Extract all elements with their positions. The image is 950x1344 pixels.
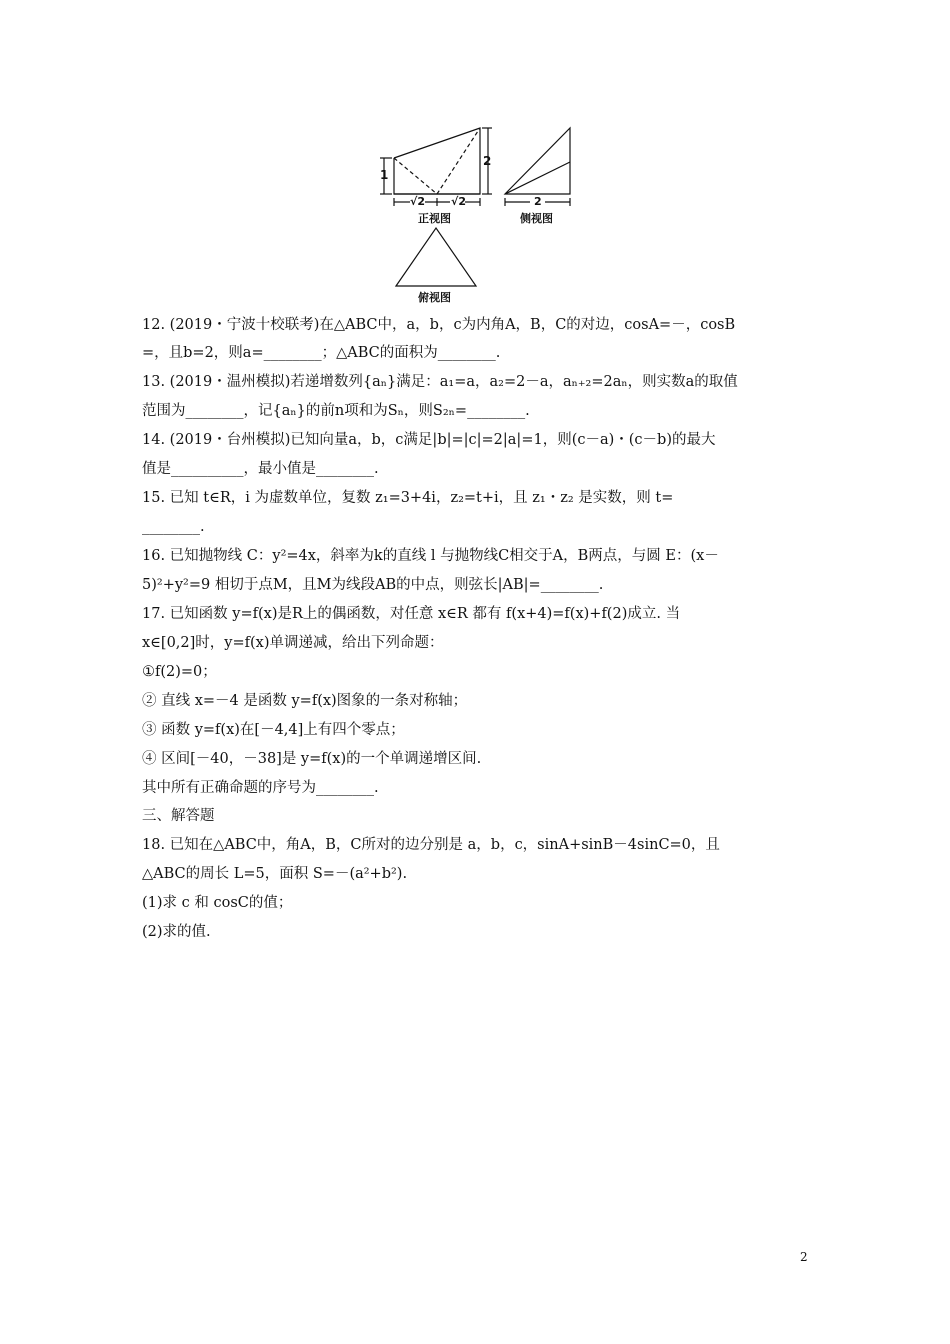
dim-label-sqrt2-right: √2: [451, 195, 466, 208]
dim-label-side-2: 2: [534, 195, 542, 208]
front-view-hidden-edge-right: [437, 128, 480, 194]
q18-part-2: (2)求的值.: [142, 924, 211, 940]
q17-line-2: x∈[0,2]时，y=f(x)单调递减，给出下列命题：: [142, 635, 444, 651]
side-view-label: 侧视图: [520, 212, 553, 225]
q15-line-2: ________.: [142, 519, 205, 535]
q14-line-2: 值是__________，最小值是________.: [142, 461, 379, 477]
three-view-drawing: [370, 118, 590, 308]
dim-label-sqrt2-left: √2: [410, 195, 425, 208]
q18-line-1: 18. 已知在△ABC中，角A，B，C所对的边分别是 a，b，c，sinA+sinB－4sinC=0，且: [142, 837, 720, 853]
page-number: 2: [800, 1250, 808, 1264]
section-heading: 三、解答题: [142, 808, 215, 824]
side-view-outline: [505, 128, 570, 194]
q13-line-1: 13. (2019・温州模拟)若递增数列{aₙ}满足：a₁=a，a₂=2－a，aₙ₊₂=2aₙ，则实数a的取值: [142, 374, 738, 390]
top-view-outline: [396, 228, 476, 286]
q17-proposition-3: ③ 函数 y=f(x)在[－4,4]上有四个零点；: [142, 722, 405, 738]
front-view-hidden-edge-left: [394, 158, 437, 194]
q13-line-2: 范围为________，记{aₙ}的前n项和为Sₙ，则S₂ₙ=________.: [142, 403, 530, 419]
q17-line-1: 17. 已知函数 y=f(x)是R上的偶函数，对任意 x∈R 都有 f(x+4)=f(x)+f(2)成立. 当: [142, 606, 681, 622]
top-view-label: 俯视图: [418, 291, 451, 304]
q14-line-1: 14. (2019・台州模拟)已知向量a，b，c满足|b|=|c|=2|a|=1，则(c－a)・(c－b)的最大: [142, 432, 716, 448]
q18-part-1: (1)求 c 和 cosC的值；: [142, 895, 293, 911]
q16-line-1: 16. 已知抛物线 C：y²=4x，斜率为k的直线 l 与抛物线C相交于A，B两点，与圆 E：(x－: [142, 548, 719, 564]
q17-proposition-1: ①f(2)=0；: [142, 664, 217, 680]
front-view-label: 正视图: [418, 212, 451, 225]
q16-line-2: 5)²+y²=9 相切于点M，且M为线段AB的中点，则弦长|AB|=________.: [142, 577, 604, 593]
front-view-outline: [394, 128, 480, 194]
q12-line-2: =，且b=2，则a=________；△ABC的面积为________.: [142, 345, 501, 361]
three-view-figure: [370, 118, 590, 308]
q17-proposition-2: ② 直线 x=－4 是函数 y=f(x)图象的一条对称轴；: [142, 693, 468, 709]
q12-line-1: 12. (2019・宁波十校联考)在△ABC中，a，b，c为内角A，B，C的对边，cosA=－，cosB: [142, 317, 736, 333]
side-view-inner-edge: [505, 162, 570, 194]
q17-answer-line: 其中所有正确命题的序号为________.: [142, 780, 379, 796]
q15-line-1: 15. 已知 t∈R，i 为虚数单位，复数 z₁=3+4i，z₂=t+i，且 z₁・z₂ 是实数，则 t=: [142, 490, 674, 506]
q17-proposition-4: ④ 区间[－40，－38]是 y=f(x)的一个单调递增区间.: [142, 751, 482, 767]
q18-line-2: △ABC的周长 L=5，面积 S=－(a²+b²).: [142, 866, 408, 882]
dim-label-1: 1: [380, 168, 389, 182]
dim-label-2: 2: [483, 154, 492, 168]
